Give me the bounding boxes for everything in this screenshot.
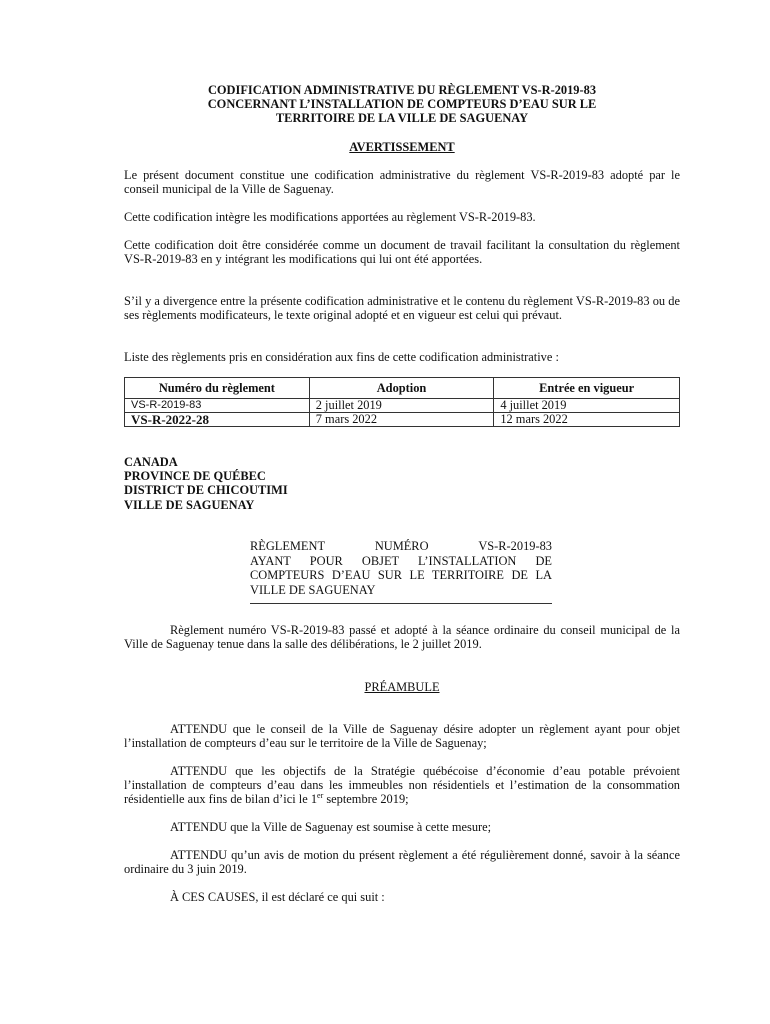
jurisdiction-city: VILLE DE SAGUENAY bbox=[124, 497, 255, 512]
intro-paragraph-5: Liste des règlements pris en considération aux fins de cette codification administrative : bbox=[124, 350, 559, 364]
preamble-conclusion: À CES CAUSES, il est déclaré ce qui suit : bbox=[170, 890, 385, 904]
table-cell-effective: 12 mars 2022 bbox=[494, 413, 680, 427]
jurisdiction-district: DISTRICT DE CHICOUTIMI bbox=[124, 483, 288, 498]
title-line-1: CODIFICATION ADMINISTRATIVE DU RÈGLEMENT VS-R-2019-83 bbox=[207, 83, 597, 97]
table-cell-number: VS-R-2019-83 bbox=[125, 399, 310, 413]
regulation-title-block bbox=[250, 539, 552, 604]
regulation-word-1: RÈGLEMENT bbox=[250, 539, 326, 553]
jurisdiction-country: CANADA bbox=[124, 455, 178, 469]
regulation-title-rule bbox=[250, 603, 552, 604]
intro-paragraph-4: S’il y a divergence entre la présente codification administrative et le contenu du règlement VS-R-2019-83 ou de ses règlements modificateurs, le texte original adopté et en vigueur est celui qui prévaut. bbox=[124, 294, 680, 322]
document-title bbox=[124, 83, 680, 125]
adoption-paragraph: Règlement numéro VS-R-2019-83 passé et adopté à la séance ordinaire du conseil municipal de la Ville de Saguenay tenue dans la salle des délibérations, le 2 juillet 2019. bbox=[124, 623, 680, 651]
regulation-word-2: NUMÉRO bbox=[374, 539, 429, 553]
table-cell-adoption: 7 mars 2022 bbox=[309, 413, 494, 427]
table-cell-adoption: 2 juillet 2019 bbox=[309, 399, 494, 413]
intro-paragraph-3: Cette codification doit être considérée comme un document de travail facilitant la consultation du règlement VS-R-2019-83 en y intégrant les modifications qui lui ont été apportées. bbox=[124, 238, 680, 266]
preamble-whereas-3: ATTENDU que la Ville de Saguenay est soumise à cette mesure; bbox=[170, 820, 492, 834]
ordinal-superscript: er bbox=[317, 790, 324, 800]
jurisdiction-block bbox=[124, 455, 288, 512]
preamble-whereas-4: ATTENDU qu’un avis de motion du présent règlement a été régulièrement donné, savoir à la séance ordinaire du 3 juin 2019. bbox=[124, 848, 680, 876]
intro-paragraph-2: Cette codification intègre les modifications apportées au règlement VS-R-2019-83. bbox=[124, 210, 536, 224]
table-cell-number: VS-R-2022-28 bbox=[125, 413, 310, 427]
table-cell-effective: 4 juillet 2019 bbox=[494, 399, 680, 413]
regulation-title-rest: AYANT POUR OBJET L’INSTALLATION DE COMPTEURS D’EAU SUR LE TERRITOIRE DE LA VILLE DE SAGUENAY bbox=[250, 553, 552, 597]
table-header-row bbox=[125, 378, 680, 399]
regulation-word-3: VS-R-2019-83 bbox=[478, 539, 552, 553]
preamble-whereas-1: ATTENDU que le conseil de la Ville de Saguenay désire adopter un règlement ayant pour objet l’installation de compteurs d’eau sur le territoire de la Ville de Saguenay; bbox=[124, 722, 680, 750]
column-header-effective: Entrée en vigueur bbox=[494, 378, 680, 399]
preamble-whereas-2-end: septembre 2019; bbox=[323, 792, 409, 806]
regulations-table bbox=[124, 377, 680, 427]
regulation-title-first-line bbox=[250, 539, 552, 554]
intro-paragraph-1: Le présent document constitue une codification administrative du règlement VS-R-2019-83 adopté par le conseil municipal de la Ville de Saguenay. bbox=[124, 168, 680, 196]
preamble-whereas-2-text: ATTENDU que les objectifs de la Stratégie québécoise d’économie d’eau potable prévoient l’installation de compteurs d’eau dans les immeubles non résidentiels et l’estimation de la consommation résidentielle aux fins de bilan d’ici le 1 bbox=[124, 764, 680, 806]
preamble-whereas-2 bbox=[124, 764, 680, 806]
table-row bbox=[125, 413, 680, 427]
title-line-2: CONCERNANT L’INSTALLATION DE COMPTEURS D’EAU SUR LE bbox=[207, 97, 597, 111]
column-header-number: Numéro du règlement bbox=[125, 378, 310, 399]
preamble-heading-text: PRÉAMBULE bbox=[364, 680, 440, 694]
warning-heading-text: AVERTISSEMENT bbox=[349, 140, 455, 154]
preamble-heading bbox=[124, 680, 680, 694]
warning-heading bbox=[124, 140, 680, 154]
jurisdiction-province: PROVINCE DE QUÉBEC bbox=[124, 469, 266, 484]
table-row bbox=[125, 399, 680, 413]
title-line-3: TERRITOIRE DE LA VILLE DE SAGUENAY bbox=[275, 111, 529, 125]
column-header-adoption: Adoption bbox=[309, 378, 494, 399]
